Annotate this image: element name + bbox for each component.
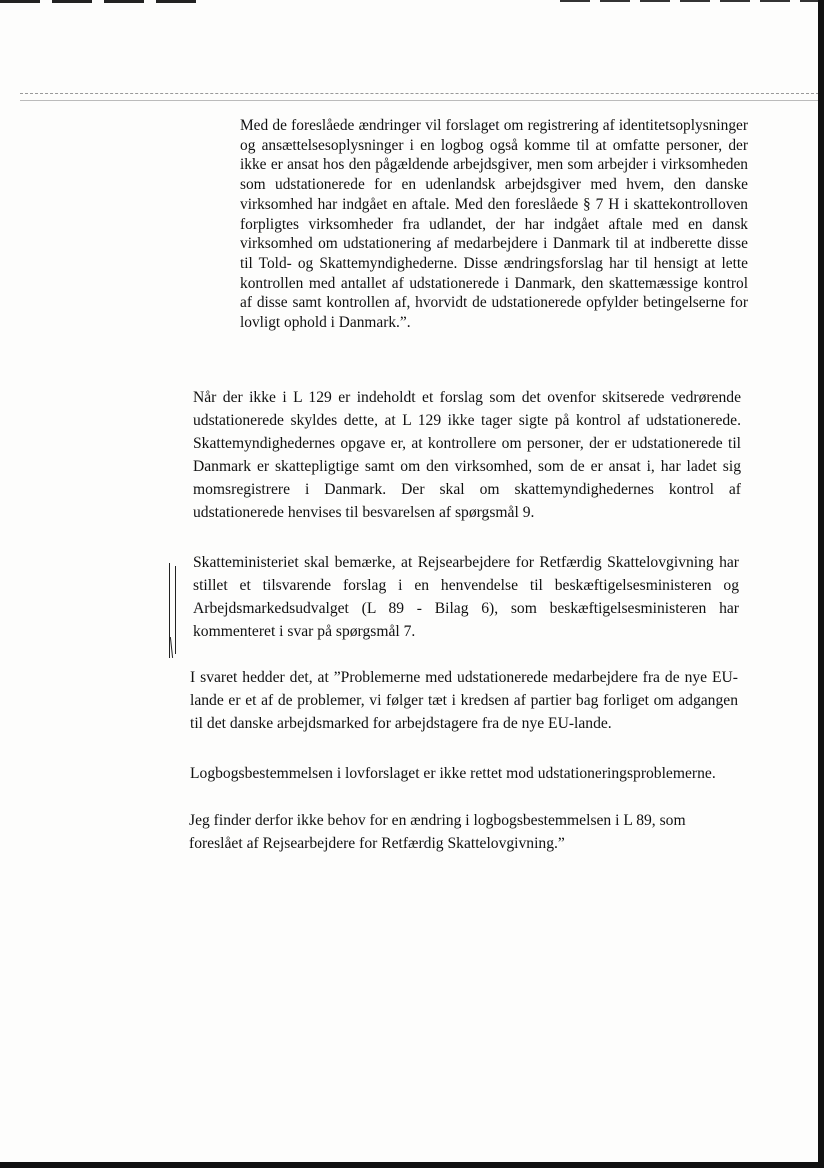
paragraph-skatteministeriet: Skatteministeriet skal bemærke, at Rejsearbejdere for Retfærdig Skattelovgivning har stillet et tilsvarende forslag i en henvendelse til beskæftigelsesministeren og Arbejdsmarkedsudvalget (L 89 - Bilag 6), som beskæftigelsesministeren har kommenteret i svar på spørgsmål 7.: [193, 554, 739, 640]
scan-artifact-top-left: [0, 0, 200, 3]
paragraph-svaret: I svaret hedder det, at ”Problemerne med udstationerede medarbejdere fra de nye EU-lande er et af de problemer, vi følger tæt i kredsen af partier bag forliget om adgangen til det danske arbejdsmarked for arbejdstagere fra de nye EU-lande.: [190, 669, 738, 732]
paragraph-udstationerede: Når der ikke i L 129 er indeholdt et forslag som det ovenfor skitserede vedrørende udstationerede skyldes dette, at L 129 ikke tager sigte på kontrol af udstationerede. Skattemyndighedernes opgave er, at kontrollere om personer, der er udstationerede til Danmark er skattepligtige samt om den virksomhed, som de er ansat i, har ladet sig momsregistrere i Danmark. Der skal om skattemyndighedernes kontrol af udstationerede henvises til besvarelsen af spørgsmål 9.: [193, 389, 741, 521]
quoted-passage: Med de foreslåede ændringer vil forslaget om registrering af identitetsoplysninger og ansættelsesoplysninger i en logbog også komme til at omfatte personer, der ikke er ansat hos den pågældende arbejdsgiver, men som arbejder i virksomheden som udstationerede for en udenlandsk arbejdsgiver med hvem, den danske virksomhed har indgået en aftale. Med den foreslåede § 7 H i skattekontrolloven forpligtes virksomheder fra udlandet, der har indgået aftale med en dansk virksomhed om udstationering af medarbejdere i Danmark til at indberette disse til Told- og Skattemyndighederne. Disse ændringsforslag har til hensigt at lette kontrollen med antallet af udstationerede i Danmark, den skattemæssige kontrol af disse samt kontrollen af, hvorvidt de udstationerede opfylder betingelserne for lovligt ophold i Danmark.”.: [240, 117, 748, 332]
scan-edge-bottom: [0, 1162, 824, 1168]
header-rule: [20, 93, 824, 101]
paragraph-logbogsbestemmelsen: Logbogsbestemmelsen i lovforslaget er ikke rettet mod udstationeringsproblemerne.: [190, 765, 716, 782]
paragraph-conclusion: Jeg finder derfor ikke behov for en ændring i logbogsbestemmelsen i L 89, som foreslået af Rejsearbejdere for Retfærdig Skattelovgivning.”: [189, 812, 686, 852]
scan-edge-right: [818, 0, 824, 1168]
margin-mark: [170, 637, 173, 658]
scan-artifact-top-right: [560, 0, 824, 2]
margin-mark: [175, 566, 176, 654]
